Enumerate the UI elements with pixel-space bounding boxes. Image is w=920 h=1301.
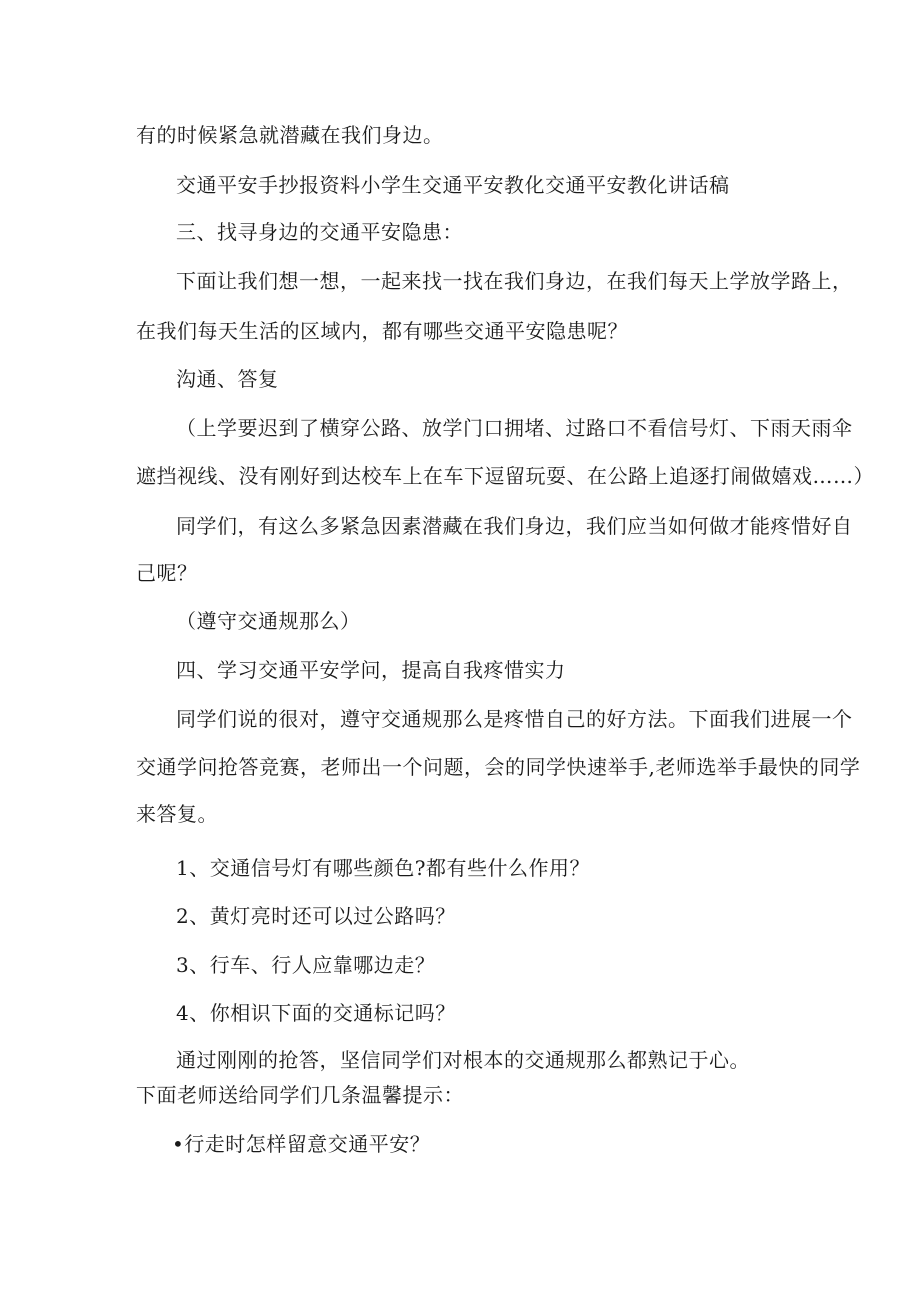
paragraph-line: 下面让我们想一想，一起来找一找在我们身边，在我们每天上学放学路上， — [176, 269, 853, 293]
paragraph-line: 遮挡视线、没有刚好到达校车上在车下逗留玩耍、在公路上追逐打闹做嬉戏……） — [136, 464, 874, 488]
paragraph-line: （上学要迟到了横穿公路、放学门口拥堵、过路口不看信号灯、下雨天雨伞 — [176, 416, 853, 440]
paragraph-line: 己呢？ — [136, 561, 198, 585]
paragraph-line: 下面老师送给同学们几条温馨提示： — [136, 1083, 464, 1107]
paragraph-line: 来答复。 — [136, 802, 218, 826]
paragraph-line: 通过刚刚的抢答，坚信同学们对根本的交通规那么都熟记于心。 — [176, 1048, 750, 1072]
paragraph-line: 交通学问抢答竞赛，老师出一个问题，会的同学快速举手,老师选举手最快的同学 — [136, 755, 861, 779]
question-item: 1、交通信号灯有哪些颜色?都有些什么作用？ — [176, 856, 590, 880]
paragraph-line: 沟通、答复 — [176, 367, 279, 391]
paragraph-line: 交通平安手抄报资料小学生交通平安教化交通平安教化讲话稿 — [176, 173, 730, 197]
paragraph-line: 有的时候紧急就潜藏在我们身边。 — [136, 123, 444, 147]
paragraph-line: 在我们每天生活的区域内，都有哪些交通平安隐患呢？ — [136, 319, 628, 343]
question-item: 3、行车、行人应靠哪边走？ — [176, 953, 436, 977]
section-heading: 四、学习交通平安学问，提高自我疼惜实力 — [176, 658, 566, 682]
section-heading: 三、找寻身边的交通平安隐患： — [176, 220, 463, 244]
question-item: 4、你相识下面的交通标记吗？ — [176, 1001, 456, 1025]
paragraph-line: 同学们，有这么多紧急因素潜藏在我们身边，我们应当如何做才能疼惜好自 — [176, 514, 853, 538]
bullet-item: •行走时怎样留意交通平安？ — [172, 1132, 431, 1156]
paragraph-line: （遵守交通规那么） — [176, 609, 361, 633]
paragraph-line: 同学们说的很对，遵守交通规那么是疼惜自己的好方法。下面我们进展一个 — [176, 707, 853, 731]
question-item: 2、黄灯亮时还可以过公路吗？ — [176, 904, 456, 928]
